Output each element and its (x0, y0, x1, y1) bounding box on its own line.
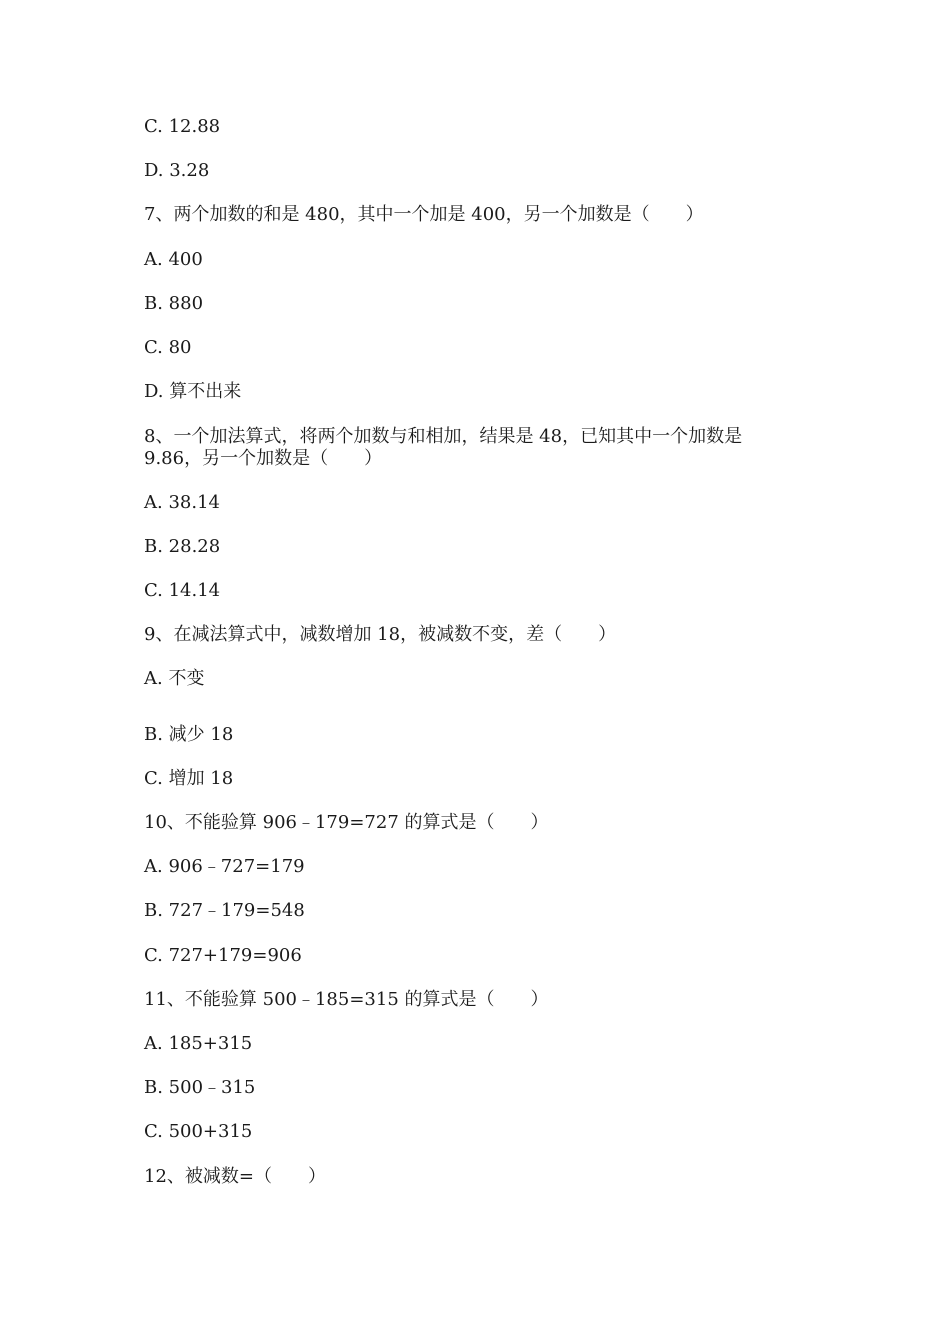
q11-option-a: A. 185+315 (144, 1033, 253, 1054)
q11-option-c: C. 500+315 (144, 1121, 253, 1142)
q9-option-c: C. 增加 18 (144, 768, 234, 789)
question-8-line-2: 9.86，另一个加数是（ ） (144, 448, 383, 469)
question-12: 12、被减数=（ ） (144, 1166, 326, 1187)
q7-option-c: C. 80 (144, 337, 192, 358)
q8-option-a: A. 38.14 (144, 492, 220, 513)
q10-option-c: C. 727+179=906 (144, 945, 302, 966)
q7-option-b: B. 880 (144, 293, 204, 314)
q7-option-a: A. 400 (144, 249, 203, 270)
q9-option-b: B. 减少 18 (144, 724, 234, 745)
question-8-line-1: 8、一个加法算式，将两个加数与和相加，结果是 48，已知其中一个加数是 (144, 426, 743, 447)
question-7: 7、两个加数的和是 480，其中一个加是 400，另一个加数是（ ） (144, 204, 704, 225)
q7-option-d: D. 算不出来 (144, 381, 242, 402)
question-11: 11、不能验算 500﹣185=315 的算式是（ ） (144, 989, 549, 1010)
q6-option-d: D. 3.28 (144, 160, 210, 181)
question-10: 10、不能验算 906﹣179=727 的算式是（ ） (144, 812, 549, 833)
q9-option-a: A. 不变 (144, 668, 205, 689)
q8-option-b: B. 28.28 (144, 536, 221, 557)
q6-option-c: C. 12.88 (144, 116, 221, 137)
q10-option-b: B. 727﹣179=548 (144, 900, 305, 921)
q8-option-c: C. 14.14 (144, 580, 221, 601)
q10-option-a: A. 906﹣727=179 (144, 856, 305, 877)
question-9: 9、在减法算式中，减数增加 18，被减数不变，差（ ） (144, 624, 617, 645)
q11-option-b: B. 500﹣315 (144, 1077, 256, 1098)
